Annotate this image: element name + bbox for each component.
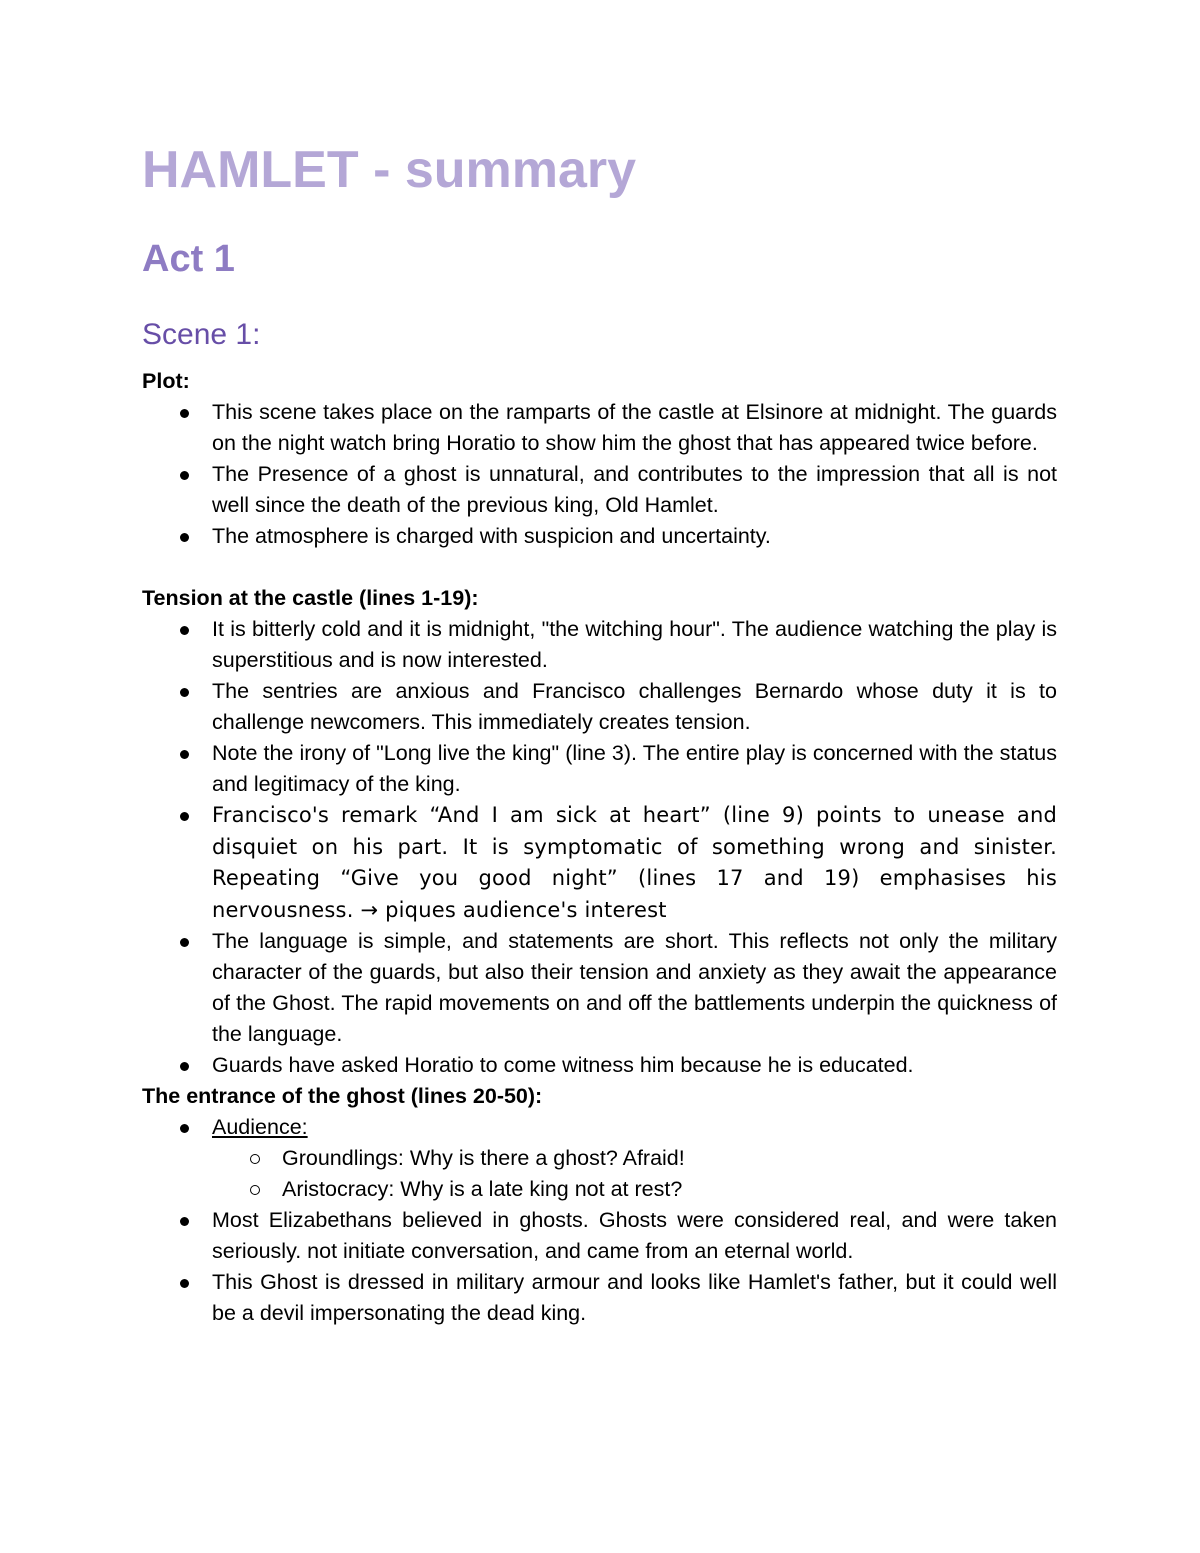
- plot-label: Plot:: [142, 369, 190, 393]
- sub-list-item: Aristocracy: Why is a late king not at rest?: [142, 1174, 1057, 1205]
- tension-list: [142, 614, 1057, 1081]
- entrance-label: The entrance of the ghost (lines 20-50):: [142, 1084, 543, 1108]
- list-item: Guards have asked Horatio to come witness him because he is educated.: [142, 1050, 1057, 1081]
- list-item: The Presence of a ghost is unnatural, and contributes to the impression that all is not well since the death of the previous king, Old Hamlet.: [142, 459, 1057, 521]
- tension-label: Tension at the castle (lines 1-19):: [142, 586, 479, 610]
- sub-list-item: Groundlings: Why is there a ghost? Afraid!: [142, 1143, 1057, 1174]
- act-heading: Act 1: [142, 238, 235, 280]
- list-item: It is bitterly cold and it is midnight, "the witching hour". The audience watching the play is superstitious and is now interested.: [142, 614, 1057, 676]
- spacer: [142, 552, 1057, 583]
- document-title: HAMLET - summary: [142, 141, 637, 199]
- list-item: This Ghost is dressed in military armour and looks like Hamlet's father, but it could well be a devil impersonating the dead king.: [142, 1267, 1057, 1329]
- list-item: The language is simple, and statements are short. This reflects not only the military character of the guards, but also their tension and anxiety as they await the appearance of the Ghost. The rapid movements on and off the battlements underpin the quickness of the language.: [142, 926, 1057, 1050]
- scene-heading: Scene 1:: [142, 318, 261, 351]
- list-item: Francisco's remark “And I am sick at heart” (line 9) points to unease and disquiet on his part. It is symptomatic of something wrong and sinister. Repeating “Give you good night” (lines 17 and 19) emphasises his nervousness. → piques audience's interest: [142, 800, 1057, 926]
- list-item: Most Elizabethans believed in ghosts. Ghosts were considered real, and were taken seriously. not initiate conversation, and came from an eternal world.: [142, 1205, 1057, 1267]
- entrance-list: [142, 1112, 1057, 1329]
- list-item: Note the irony of "Long live the king" (line 3). The entire play is concerned with the status and legitimacy of the king.: [142, 738, 1057, 800]
- list-item: The sentries are anxious and Francisco challenges Bernardo whose duty it is to challenge newcomers. This immediately creates tension.: [142, 676, 1057, 738]
- document-body: [142, 366, 1057, 1329]
- list-item: The atmosphere is charged with suspicion and uncertainty.: [142, 521, 1057, 552]
- plot-list: [142, 397, 1057, 552]
- list-item: [142, 1112, 1057, 1143]
- audience-label: Audience:: [212, 1115, 308, 1139]
- list-item: This scene takes place on the ramparts of the castle at Elsinore at midnight. The guards on the night watch bring Horatio to show him the ghost that has appeared twice before.: [142, 397, 1057, 459]
